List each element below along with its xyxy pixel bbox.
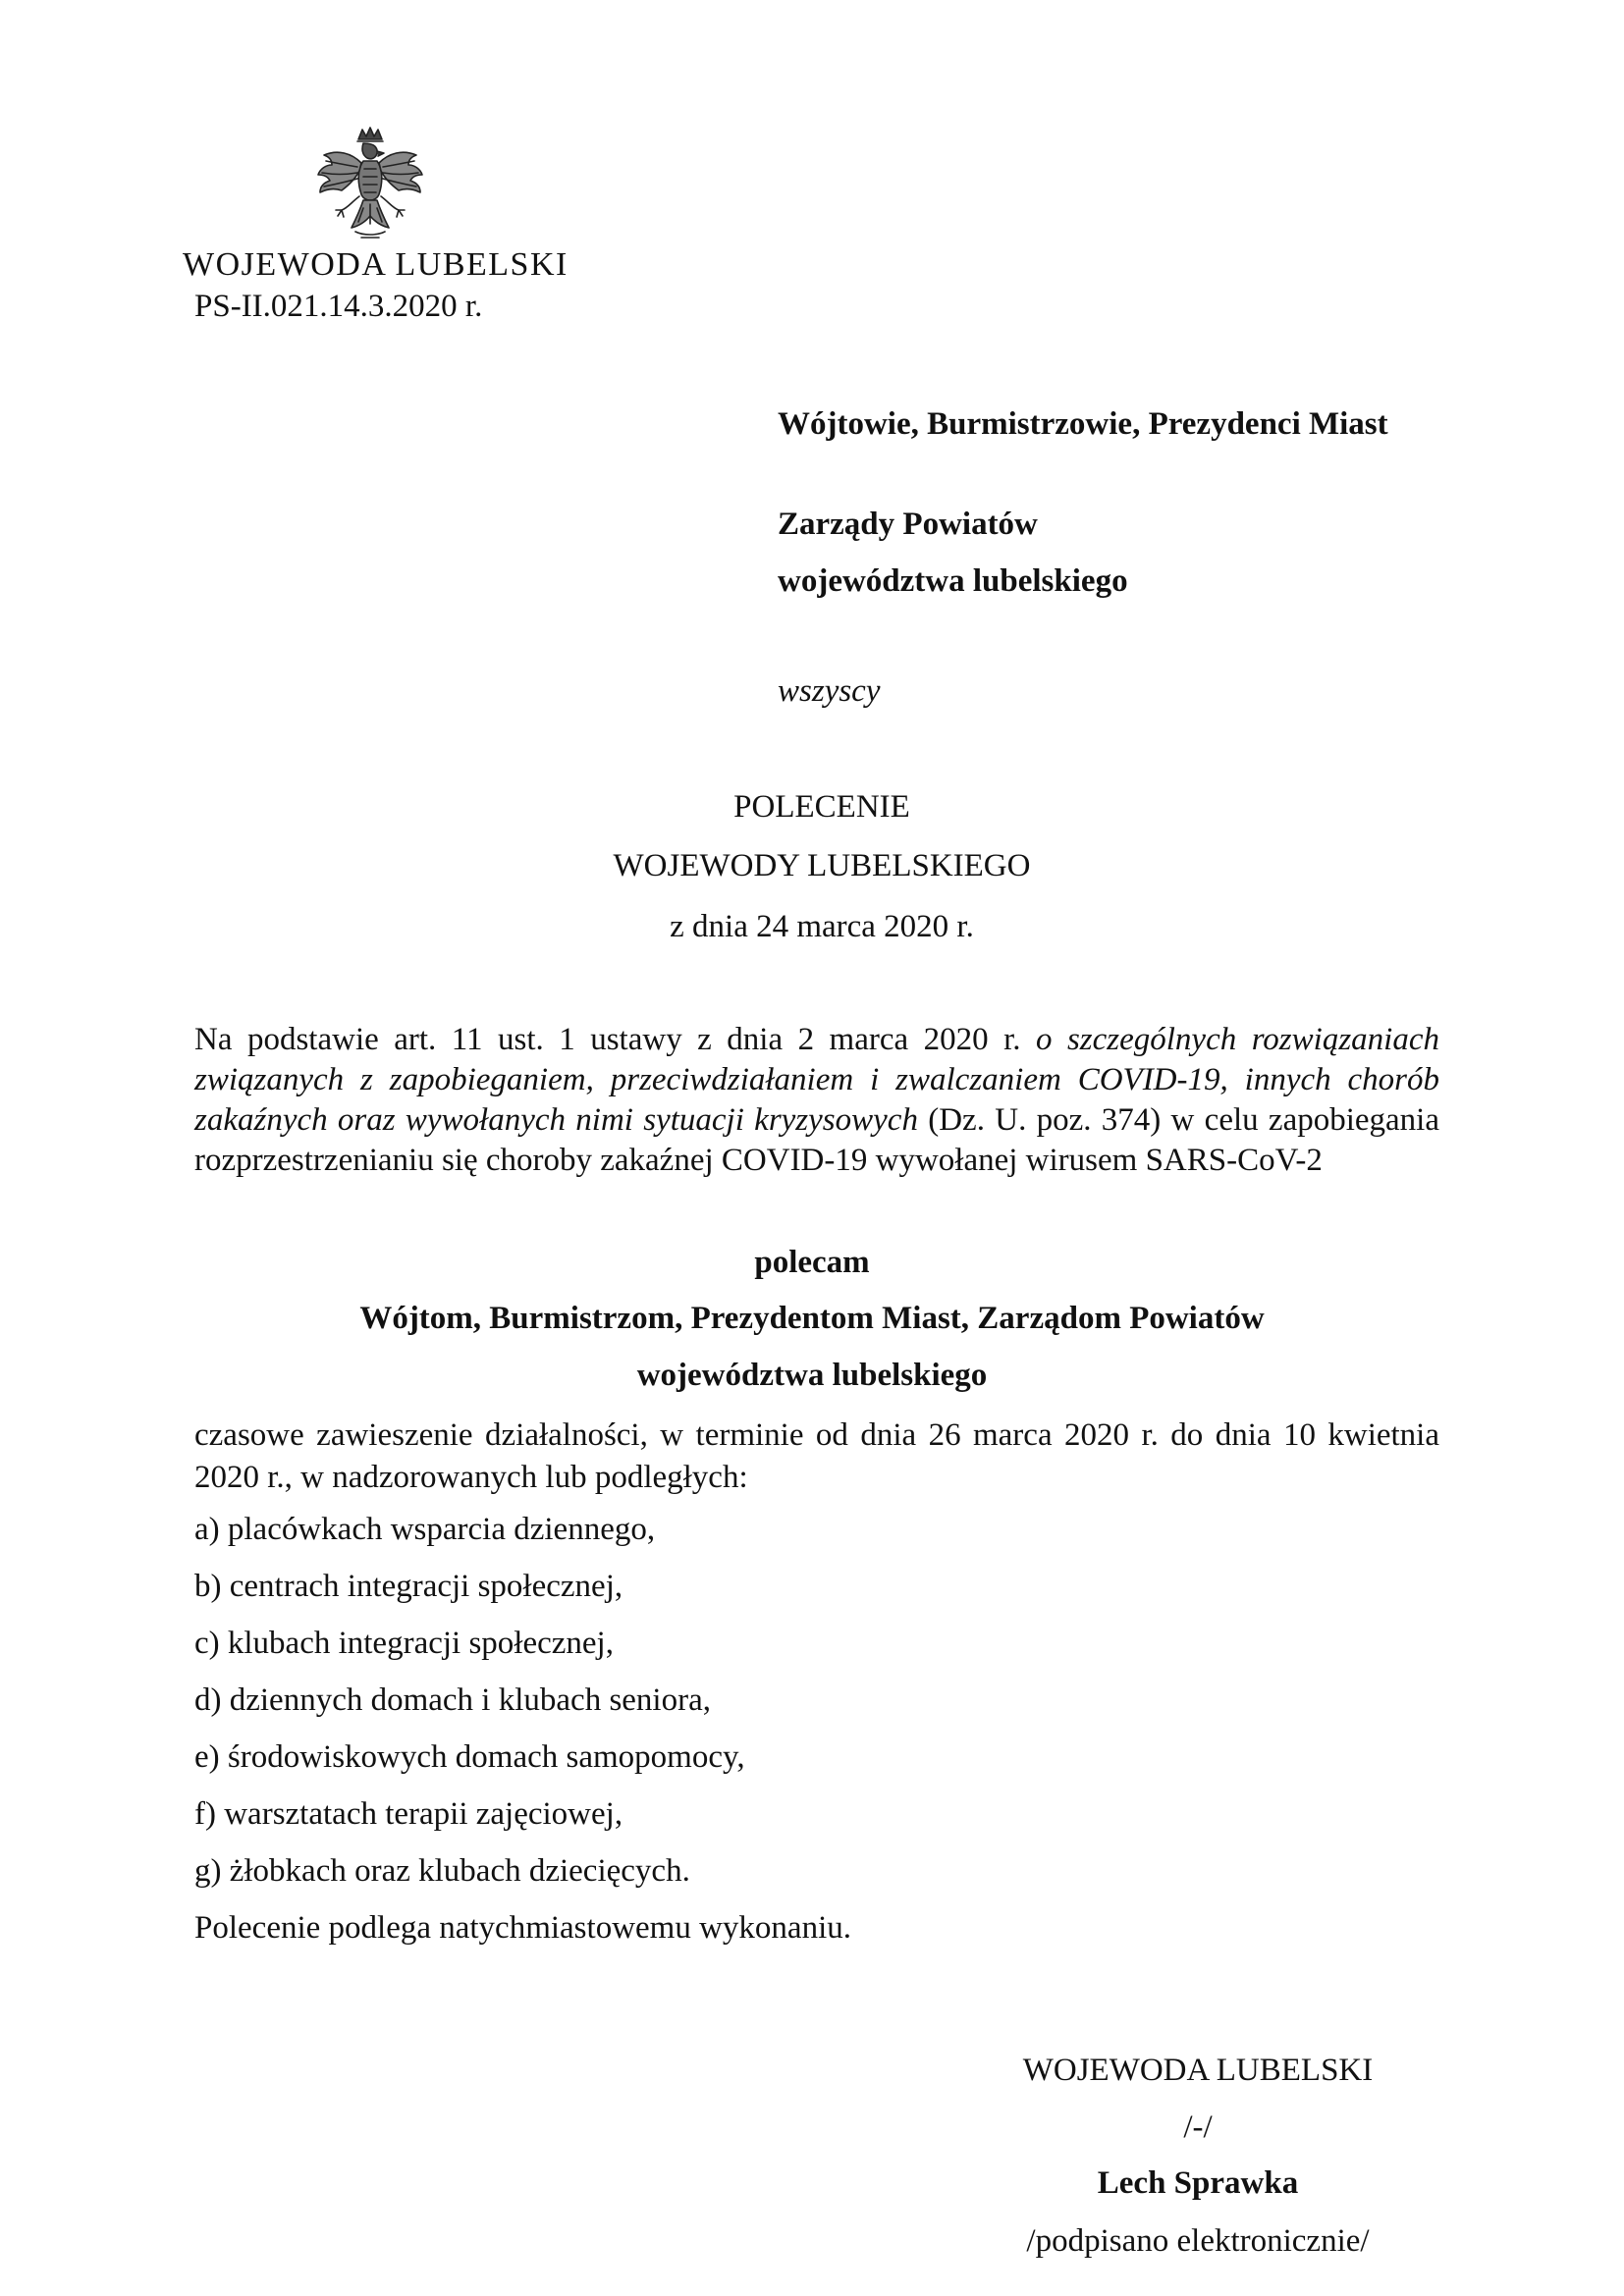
list-item: b) centrach integracji społecznej, bbox=[194, 1569, 623, 1604]
all-recipients-note: wszyscy bbox=[778, 673, 881, 709]
list-item: e) środowiskowych domach samopomocy, bbox=[194, 1739, 745, 1775]
addressee-line-3: województwa lubelskiego bbox=[778, 563, 1128, 599]
legal-basis-rest: (Dz. U. poz. 374) w celu zapobiegania rozprzestrzenianiu się choroby zakaźnej COVID-19 wywołanej wirusem SARS-CoV-2 bbox=[194, 1102, 1439, 1178]
document-date: z dnia 24 marca 2020 r. bbox=[670, 909, 974, 944]
order-recipients-line-2: województwa lubelskiego bbox=[636, 1358, 988, 1393]
reference-number: PS-II.021.14.3.2020 r. bbox=[194, 289, 483, 324]
document-type: POLECENIE bbox=[733, 789, 910, 825]
list-item: a) placówkach wsparcia dziennego, bbox=[194, 1512, 656, 1547]
list-item: c) klubach integracji społecznej, bbox=[194, 1626, 614, 1661]
list-item: f) warsztatach terapii zajęciowej, bbox=[194, 1796, 623, 1832]
addressee-line-1: Wójtowie, Burmistrzowie, Prezydenci Miast bbox=[778, 406, 1388, 442]
signatory-name: Lech Sprawka bbox=[1097, 2165, 1299, 2201]
list-item: g) żłobkach oraz klubach dziecięcych. bbox=[194, 1853, 690, 1889]
document-issuer: WOJEWODY LUBELSKIEGO bbox=[613, 848, 1031, 883]
facility-list bbox=[194, 1514, 1439, 1912]
legal-basis-intro: Na podstawie art. 11 ust. 1 ustawy z dnia 2 marca 2020 r. bbox=[194, 1022, 1036, 1057]
closing-statement: Polecenie podlega natychmiastowemu wykonaniu. bbox=[194, 1910, 851, 1946]
signature-title: WOJEWODA LUBELSKI bbox=[1022, 2053, 1374, 2088]
act-title: o szczególnych rozwiązaniach związanych z zapobieganiem, przeciwdziałaniem i zwalczaniem COVID-19, innych chorób zakaźnych oraz wywołanych nimi sytuacji kryzysowych bbox=[194, 1022, 1439, 1138]
list-item: d) dziennych domach i klubach seniora, bbox=[194, 1682, 711, 1718]
signature-note: /podpisano elektronicznie/ bbox=[1026, 2223, 1370, 2259]
polish-white-eagle-emblem-icon bbox=[312, 126, 428, 245]
office-name: WOJEWODA LUBELSKI bbox=[183, 246, 568, 283]
addressee-line-2: Zarządy Powiatów bbox=[778, 507, 1038, 542]
signature-mark: /-/ bbox=[1183, 2109, 1213, 2145]
order-recipients-line-1: Wójtom, Burmistrzom, Prezydentom Miast, Zarządom Powiatów bbox=[359, 1301, 1265, 1336]
order-verb: polecam bbox=[754, 1245, 870, 1280]
legal-basis-paragraph bbox=[194, 1020, 1439, 1181]
order-content: czasowe zawieszenie działalności, w terminie od dnia 26 marca 2020 r. do dnia 10 kwietnia 2020 r., w nadzorowanych lub podległych: bbox=[194, 1417, 1439, 1495]
